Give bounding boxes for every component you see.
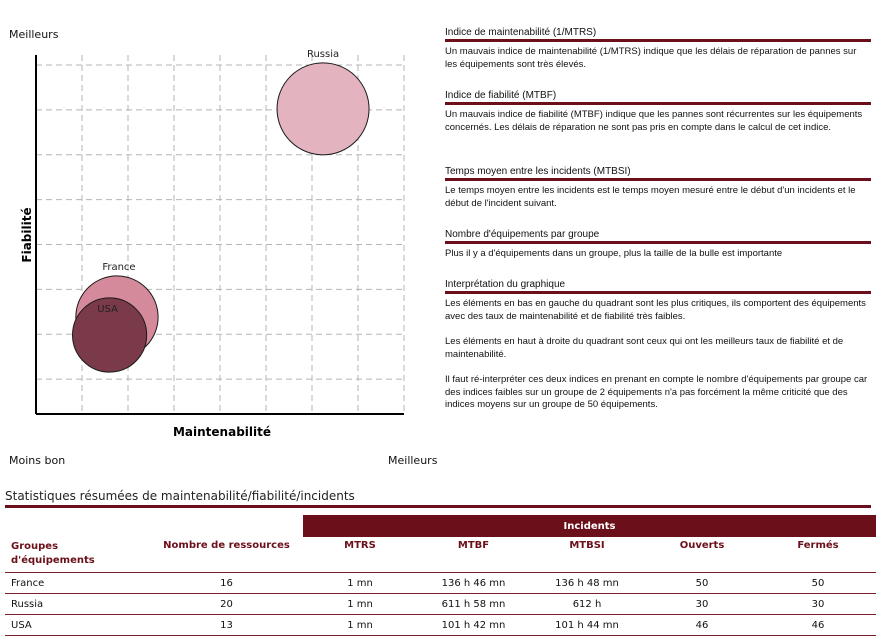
cell-open: 46 (644, 615, 760, 636)
info-section-mtbsi (445, 166, 871, 210)
cell-open: 50 (644, 573, 760, 594)
cell-open: 30 (644, 594, 760, 615)
cell-mtbf: 611 h 58 mn (417, 594, 530, 615)
stats-table (5, 515, 876, 636)
bottom-right-label: Meilleurs (388, 454, 438, 467)
info-title: Indice de fiabilité (MTBF) (445, 90, 871, 105)
bubble-chart (0, 0, 430, 450)
info-text: Le temps moyen entre les incidents est le temps moyen mesuré entre le début d'un incidents et le début de l'incident suivant. (445, 185, 856, 209)
cell-closed: 30 (760, 594, 876, 615)
info-title: Indice de maintenabilité (1/MTRS) (445, 27, 871, 42)
stats-title: Statistiques résumées de maintenabilité/fiabilité/incidents (5, 489, 871, 508)
col-header-mtbf: MTBF (457, 540, 490, 551)
cell-resources: 20 (150, 594, 303, 615)
cell-mtrs: 1 mn (303, 615, 417, 636)
info-text: Un mauvais indice de fiabilité (MTBF) indique que les pannes sont récurrentes sur les équipements concernés. Les délais de réparation ne sont pas pris en compte dans le calcul de cet indice. (445, 109, 863, 133)
bubble-label-russia: Russia (306, 48, 340, 60)
cell-mtbsi: 136 h 48 mn (530, 573, 644, 594)
table-row (5, 594, 876, 615)
col-header-open: Ouverts (679, 540, 725, 551)
col-header-mtrs: MTRS (344, 540, 376, 551)
info-title: Interprétation du graphique (445, 279, 871, 294)
info-text: Un mauvais indice de maintenabilité (1/MTRS) indique que les délais de réparation de pannes sur les équipements sont très élevés. (445, 46, 857, 70)
col-header-resources: Nombre de ressources (163, 540, 290, 551)
cell-group: USA (5, 615, 150, 636)
header-spacer (5, 515, 303, 537)
cell-mtrs: 1 mn (303, 573, 417, 594)
table-row (5, 615, 876, 636)
info-section-interpretation (445, 279, 871, 412)
info-section-equipment-count (445, 229, 871, 261)
bubble-russia (277, 63, 369, 155)
info-text: Plus il y a d'équipements dans un groupe, plus la taille de la bulle est importante (445, 248, 783, 259)
y-axis-title: Fiabilité (20, 207, 34, 263)
info-section-mtrs (445, 27, 871, 71)
cell-closed: 50 (760, 573, 876, 594)
bottom-left-label: Moins bon (9, 454, 66, 467)
cell-mtbsi: 101 h 44 mn (530, 615, 644, 636)
cell-group: Russia (5, 594, 150, 615)
cell-resources: 13 (150, 615, 303, 636)
cell-mtbf: 136 h 46 mn (417, 573, 530, 594)
info-text: Les éléments en haut à droite du quadrant sont ceux qui ont les meilleurs taux de fiabilité et de maintenabilité. (445, 336, 844, 360)
bubble-label-france: France (102, 261, 136, 273)
x-axis-title: Maintenabilité (172, 425, 272, 439)
cell-closed: 46 (760, 615, 876, 636)
info-title: Nombre d'équipements par groupe (445, 229, 871, 244)
bubbles (73, 49, 370, 372)
info-title: Temps moyen entre les incidents (MTBSI) (445, 166, 871, 181)
table-row (5, 573, 876, 594)
cell-mtbsi: 612 h (530, 594, 644, 615)
bubble-label-usa: USA (97, 303, 118, 315)
incidents-header: Incidents (303, 515, 876, 537)
cell-mtbf: 101 h 42 mn (417, 615, 530, 636)
col-header-closed: Fermés (797, 540, 839, 551)
info-text: Les éléments en bas en gauche du quadrant sont les plus critiques, ils comportent des équipements avec des taux de maintenabilité et de fiabilité très faibles. (445, 298, 866, 322)
info-text: Il faut ré-interpréter ces deux indices en prenant en compte le nombre d'équipements par groupe car des indices faibles sur un groupe de 2 équipements n'a pas forcément la même criticité que des indices moyens sur un groupe de 50 équipements. (445, 374, 868, 410)
info-section-mtbf (445, 90, 871, 134)
top-left-label: Meilleurs (9, 28, 59, 41)
col-header-group: Groupes d'équipements (11, 541, 95, 566)
cell-resources: 16 (150, 573, 303, 594)
cell-mtrs: 1 mn (303, 594, 417, 615)
col-header-mtbsi: MTBSI (569, 540, 605, 551)
cell-group: France (5, 573, 150, 594)
